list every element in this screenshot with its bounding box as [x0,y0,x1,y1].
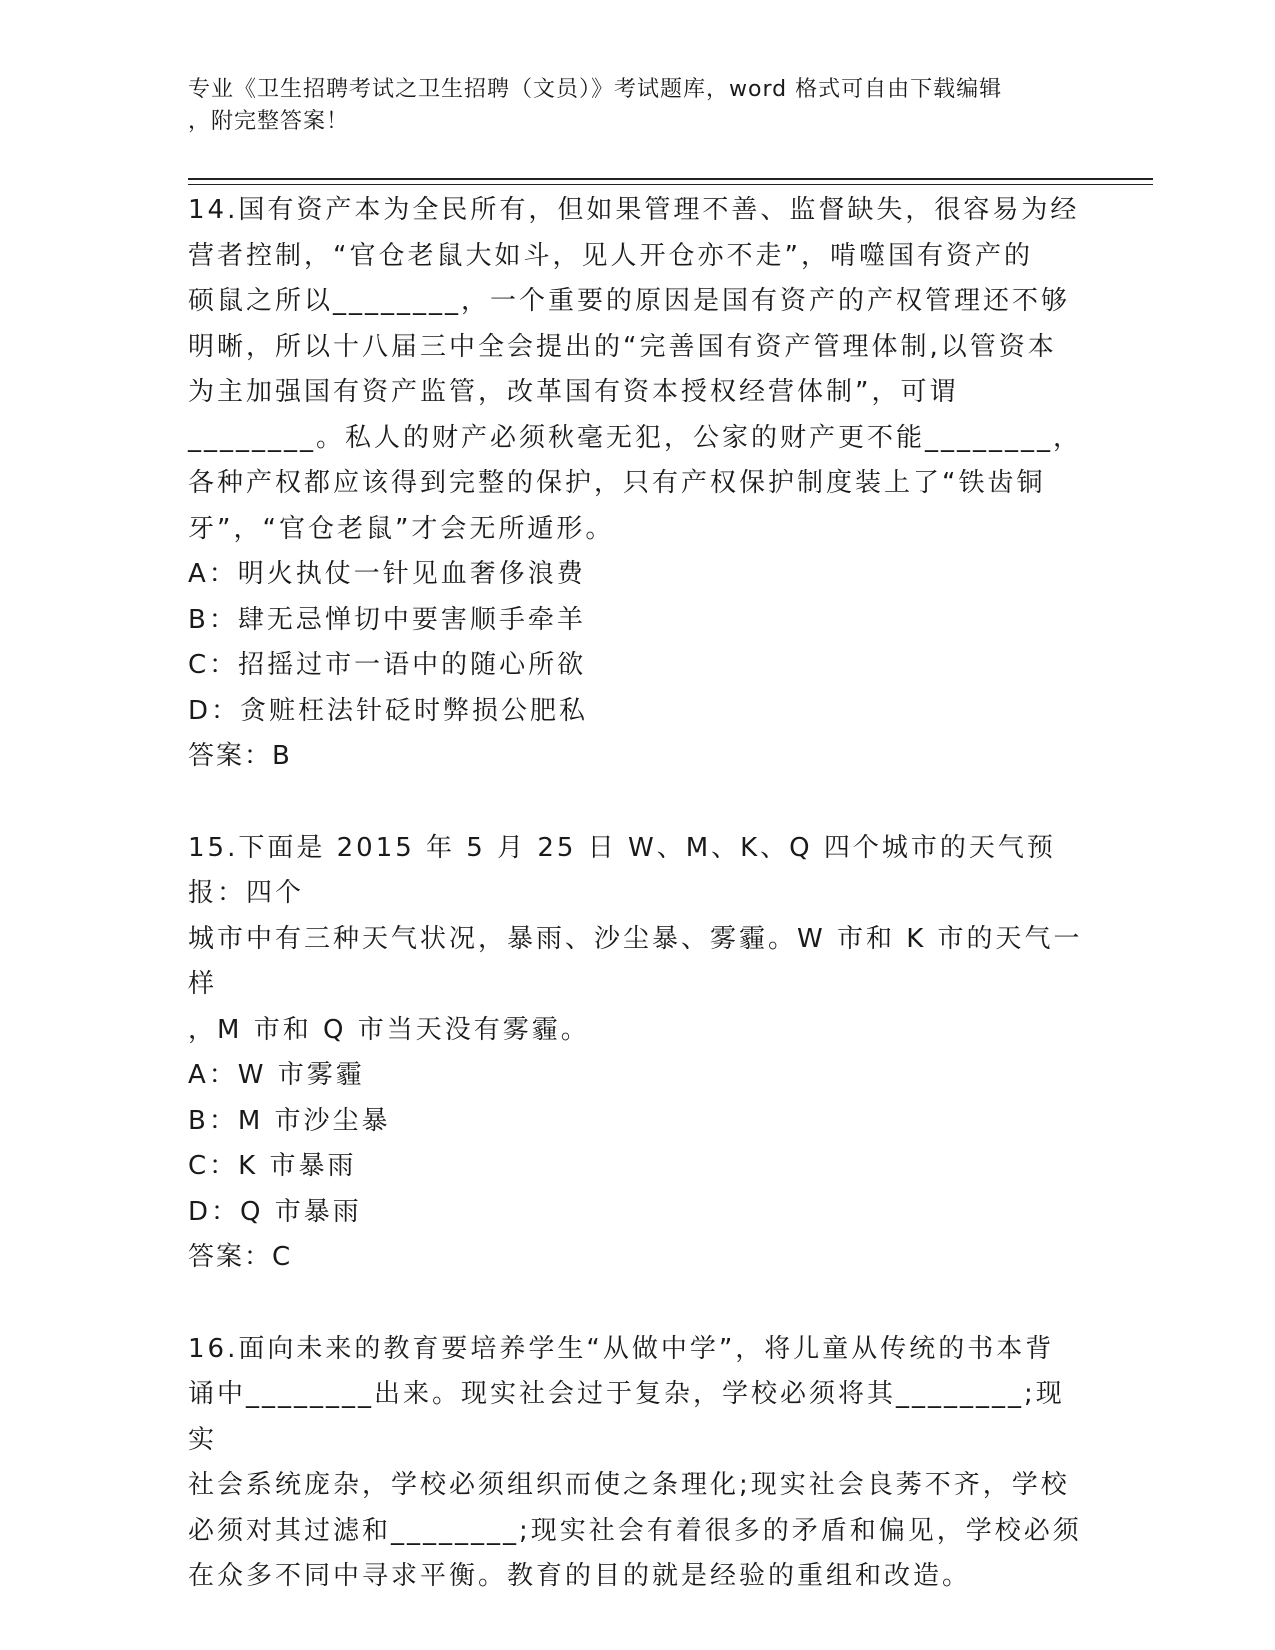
question-stem-line: 15.下面是 2015 年 5 月 25 日 W、M、K、Q 四个城市的天气预报：四个 [188,832,1056,908]
question-list [188,188,1088,1600]
question-stem-line: 在众多不同中寻求平衡。教育的目的就是经验的重组和改造。 [188,1561,972,1591]
question-stem-line: 明晰，所以十八届三中全会提出的“完善国有资产管理体制,以管资本 [188,331,1057,362]
question-15 [188,826,1088,1281]
question-stem-line: 16.面向未来的教育要培养学生“从做中学”，将儿童从传统的书本背 [188,1333,1055,1364]
question-stem-line: 为主加强国有资产监管，改革国有资本授权经营体制”，可谓 [188,377,959,407]
question-stem-line: 营者控制，“官仓老鼠大如斗，见人开仓亦不走”，啃噬国有资产的 [188,240,1033,271]
question-16 [188,1327,1088,1600]
question-stem-line: 牙”，“官仓老鼠”才会无所遁形。 [188,513,615,544]
option-d: D：贪赃枉法针砭时弊损公肥私 [188,695,589,726]
question-spacer [188,780,1088,826]
question-stem-line: 城市中有三种天气状况，暴雨、沙尘暴、雾霾。W 市和 K 市的天气一样 [188,923,1083,999]
question-spacer [188,1281,1088,1327]
option-a: A：W 市雾霾 [188,1060,365,1090]
option-d: D：Q 市暴雨 [188,1196,362,1227]
question-stem-line: 诵中________出来。现实社会过于复杂，学校必须将其________;现实 [188,1379,1065,1455]
question-stem-line: 硕鼠之所以________，一个重要的原因是国有资产的产权管理还不够 [188,286,1071,316]
question-stem-line: 必须对其过滤和________;现实社会有着很多的矛盾和偏见，学校必须 [188,1515,1082,1546]
question-14 [188,188,1088,780]
header-divider-thin [188,184,1153,185]
document-header [188,74,1068,138]
answer-label: 答案：B [188,741,292,771]
answer-label: 答案：C [188,1242,293,1272]
option-b: B：M 市沙尘暴 [188,1105,391,1136]
question-stem-line: 社会系统庞杂，学校必须组织而使之条理化;现实社会良莠不齐，学校 [188,1470,1070,1500]
header-line-2: ，附完整答案！ [188,109,350,134]
question-stem-line: ________。私人的财产必须秋毫无犯，公家的财产更不能________， [188,422,1083,453]
header-divider-thick [188,178,1153,180]
question-stem-line: 14.国有资产本为全民所有，但如果管理不善、监督缺失，很容易为经 [188,195,1080,225]
option-c: C：K 市暴雨 [188,1151,357,1181]
option-b: B：肆无忌惮切中要害顺手牵羊 [188,604,586,635]
option-c: C：招摇过市一语中的随心所欲 [188,650,587,680]
option-a: A：明火执仗一针见血奢侈浪费 [188,559,586,589]
question-stem-line: ，M 市和 Q 市当天没有雾霾。 [188,1014,590,1045]
header-line-1: 专业《卫生招聘考试之卫生招聘（文员）》考试题库，word 格式可自由下载编辑 [188,77,1003,102]
question-stem-line: 各种产权都应该得到完整的保护，只有产权保护制度装上了“铁齿铜 [188,468,1046,498]
